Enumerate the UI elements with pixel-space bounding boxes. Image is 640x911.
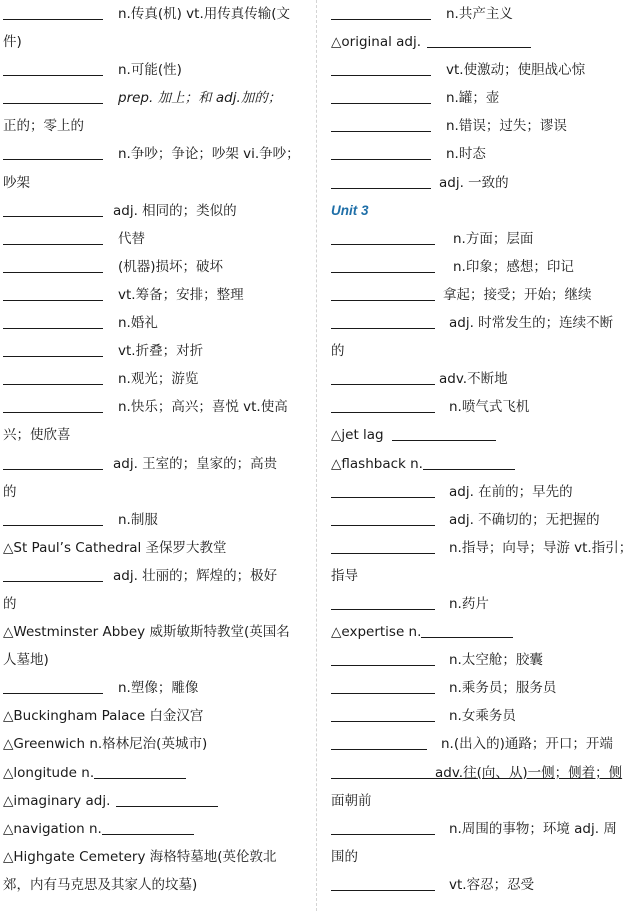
entry-westminster-cont bbox=[3, 646, 308, 674]
entry-text: △Buckingham Palace 白金汉宫 bbox=[3, 708, 204, 725]
entry-text: 正的；零上的 bbox=[3, 118, 84, 135]
entry-splendid-cont bbox=[3, 590, 308, 618]
entry-text: n.乘务员；服务员 bbox=[449, 680, 557, 697]
entry-text: adv.往(向、从)一侧；侧着；侧 bbox=[435, 764, 623, 781]
answer-blank[interactable] bbox=[331, 650, 435, 666]
entry-take-up bbox=[331, 281, 634, 309]
entry-westminster bbox=[3, 618, 308, 646]
entry-text: △St Paul’s Cathedral 圣保罗大教堂 bbox=[3, 539, 227, 556]
entry-text: adj. 一致的 bbox=[439, 174, 509, 191]
entry-text: n.快乐；高兴；喜悦 vt.使高 bbox=[118, 399, 288, 416]
entry-sideways-cont bbox=[331, 787, 634, 815]
entry-previous bbox=[331, 478, 634, 506]
entry-text: n.女乘务员 bbox=[449, 708, 516, 725]
answer-blank[interactable] bbox=[3, 678, 103, 694]
entry-st-pauls bbox=[3, 534, 308, 562]
answer-blank[interactable] bbox=[3, 201, 103, 217]
entry-text: n.药片 bbox=[449, 595, 489, 612]
answer-blank[interactable] bbox=[392, 425, 496, 441]
entry-text: n.制服 bbox=[118, 511, 158, 528]
entry-longitude bbox=[3, 759, 308, 787]
entry-imaginary bbox=[3, 787, 308, 815]
answer-blank[interactable] bbox=[331, 538, 435, 554]
entry-text: n.周围的事物；环境 adj. 周 bbox=[449, 820, 617, 837]
answer-blank[interactable] bbox=[3, 144, 103, 160]
entry-fold bbox=[3, 337, 308, 365]
answer-blank[interactable] bbox=[94, 763, 186, 779]
answer-blank[interactable] bbox=[3, 369, 103, 385]
answer-blank[interactable] bbox=[331, 819, 435, 835]
entry-royal bbox=[3, 450, 308, 478]
entry-text: n.印象；感想；印记 bbox=[453, 258, 574, 275]
entry-text: adj. 在前的；早先的 bbox=[449, 483, 573, 500]
entry-tablet bbox=[331, 590, 634, 618]
entry-jar bbox=[331, 84, 634, 112]
column-divider bbox=[316, 0, 317, 911]
entry-error bbox=[331, 112, 634, 140]
entry-aspect bbox=[331, 225, 634, 253]
entry-text: vt.容忍；忍受 bbox=[449, 876, 535, 893]
entry-text: 郊，内有马克思及其家人的坟墓) bbox=[3, 876, 198, 893]
entry-fax bbox=[3, 0, 308, 28]
entry-text: △Westminster Abbey 威斯敏斯特教堂(英国名 bbox=[3, 624, 290, 641]
answer-blank[interactable] bbox=[3, 229, 103, 245]
entry-text: n.错误；过失；谬误 bbox=[446, 118, 567, 135]
entry-text: △original adj. bbox=[331, 34, 422, 51]
answer-blank[interactable] bbox=[427, 32, 531, 48]
entry-text: △navigation n. bbox=[3, 820, 102, 837]
entry-impression bbox=[331, 253, 634, 281]
entry-uniform bbox=[3, 506, 308, 534]
entry-text: 的 bbox=[3, 483, 17, 500]
entry-text: vt.使激动；使胆战心惊 bbox=[446, 62, 586, 79]
entry-plus bbox=[3, 84, 308, 112]
entry-communism bbox=[331, 0, 634, 28]
entry-text: vt.筹备；安排；整理 bbox=[118, 286, 244, 303]
entry-text: n.时态 bbox=[446, 146, 486, 163]
answer-blank[interactable] bbox=[331, 734, 427, 750]
entry-text: 的 bbox=[331, 343, 345, 360]
entry-quarrel bbox=[3, 140, 308, 168]
answer-blank[interactable] bbox=[3, 60, 103, 76]
entry-flashback bbox=[331, 450, 634, 478]
answer-blank[interactable] bbox=[331, 229, 435, 245]
entry-text: 指导 bbox=[331, 567, 358, 584]
answer-blank[interactable] bbox=[3, 257, 103, 273]
answer-blank[interactable] bbox=[331, 397, 435, 413]
entry-text: n.塑像；雕像 bbox=[118, 680, 199, 697]
answer-blank[interactable] bbox=[3, 454, 103, 470]
entry-stewardess bbox=[331, 702, 634, 730]
entry-text: n.共产主义 bbox=[446, 6, 513, 22]
entry-text: n.婚礼 bbox=[118, 315, 158, 332]
entry-text: n.指导；向导；导游 vt.指引； bbox=[449, 539, 633, 556]
answer-blank[interactable] bbox=[331, 313, 435, 329]
entry-text: 兴；使欣喜 bbox=[3, 427, 71, 444]
entry-arrange bbox=[3, 281, 308, 309]
answer-blank[interactable] bbox=[3, 88, 103, 104]
answer-blank[interactable] bbox=[3, 285, 103, 301]
entry-guide-cont bbox=[331, 562, 634, 590]
answer-blank[interactable] bbox=[331, 594, 435, 610]
entry-text: adj. 时常发生的；连续不断 bbox=[449, 315, 614, 332]
entry-attendant bbox=[331, 674, 634, 702]
answer-blank[interactable] bbox=[331, 706, 435, 722]
entry-text: adj. 相同的；类似的 bbox=[113, 202, 237, 219]
answer-blank[interactable] bbox=[331, 88, 431, 104]
entry-text: (机器)损坏；破坏 bbox=[118, 258, 224, 275]
answer-blank[interactable] bbox=[331, 763, 435, 779]
entry-similar bbox=[3, 197, 308, 225]
entry-text: △imaginary adj. bbox=[3, 792, 111, 809]
entry-highgate bbox=[3, 843, 308, 871]
entry-original bbox=[331, 28, 634, 56]
answer-blank[interactable] bbox=[331, 257, 435, 273]
entry-tolerate bbox=[331, 871, 634, 899]
entry-text: △jet lag bbox=[331, 427, 384, 444]
entry-text: prep. 加上；和 adj.加的； bbox=[118, 90, 282, 107]
answer-blank[interactable] bbox=[331, 173, 431, 189]
answer-blank[interactable] bbox=[331, 60, 431, 76]
entry-text: △longitude n. bbox=[3, 764, 95, 781]
entry-text: vt.折叠；对折 bbox=[118, 343, 204, 360]
answer-blank[interactable] bbox=[331, 678, 435, 694]
entry-possibility bbox=[3, 56, 308, 84]
answer-blank[interactable] bbox=[3, 566, 103, 582]
unit-heading bbox=[331, 197, 634, 225]
entry-tense bbox=[331, 140, 634, 168]
entry-jet bbox=[331, 393, 634, 421]
entry-text: n.喷气式飞机 bbox=[449, 399, 530, 416]
answer-blank[interactable] bbox=[421, 622, 513, 638]
entry-text: 拿起；接受；开始；继续 bbox=[443, 286, 592, 303]
answer-blank[interactable] bbox=[331, 4, 431, 20]
entry-fax-cont bbox=[3, 28, 308, 56]
entry-buckingham bbox=[3, 702, 308, 730]
answer-blank[interactable] bbox=[331, 510, 435, 526]
answer-blank[interactable] bbox=[3, 4, 103, 20]
entry-text: adj. 壮丽的；辉煌的；极好 bbox=[113, 567, 278, 584]
entry-text: 代替 bbox=[118, 230, 145, 247]
entry-text: 人墓地) bbox=[3, 652, 49, 669]
entry-text: n.争吵；争论；吵架 vi.争吵； bbox=[118, 146, 300, 163]
entry-text: 件) bbox=[3, 34, 22, 51]
entry-text: n.方面；层面 bbox=[453, 230, 534, 247]
entry-opening bbox=[331, 730, 634, 758]
entry-highgate-cont bbox=[3, 871, 308, 899]
entry-text: adj. 王室的；皇家的；高贵 bbox=[113, 455, 278, 472]
answer-blank[interactable] bbox=[331, 285, 435, 301]
entry-navigation bbox=[3, 815, 308, 843]
entry-surroundings bbox=[331, 815, 634, 843]
answer-blank[interactable] bbox=[331, 482, 435, 498]
entry-thrill bbox=[331, 56, 634, 84]
entry-text: adv.不断地 bbox=[439, 371, 508, 388]
entry-text: n.太空舱；胶囊 bbox=[449, 652, 543, 669]
entry-breakdown bbox=[3, 253, 308, 281]
entry-text: n.罐；壶 bbox=[446, 90, 500, 107]
right-column bbox=[331, 0, 634, 899]
answer-blank[interactable] bbox=[331, 875, 435, 891]
entry-text: 吵架 bbox=[3, 174, 30, 191]
left-column bbox=[3, 0, 308, 899]
answer-blank[interactable] bbox=[3, 341, 103, 357]
answer-blank[interactable] bbox=[3, 313, 103, 329]
entry-text: △expertise n. bbox=[331, 624, 422, 641]
entry-capsule bbox=[331, 646, 634, 674]
entry-sideways bbox=[331, 759, 634, 787]
entry-text: n.(出入的)通路；开口；开端 bbox=[441, 736, 613, 753]
entry-quarrel-cont bbox=[3, 169, 308, 197]
entry-jet-lag bbox=[331, 421, 634, 449]
entry-continual bbox=[331, 309, 634, 337]
entry-text: 面朝前 bbox=[331, 792, 372, 809]
entry-text: △Greenwich n.格林尼治(英城市) bbox=[3, 736, 208, 753]
entry-continual-cont bbox=[331, 337, 634, 365]
answer-blank[interactable] bbox=[331, 144, 431, 160]
entry-instead bbox=[3, 225, 308, 253]
entry-guide bbox=[331, 534, 634, 562]
answer-blank[interactable] bbox=[3, 510, 103, 526]
entry-text: n.传真(机) vt.用传真传输(文 bbox=[118, 6, 291, 22]
answer-blank[interactable] bbox=[331, 116, 431, 132]
entry-plus-cont bbox=[3, 112, 308, 140]
entry-text: n.可能(性) bbox=[118, 62, 182, 79]
entry-text: 围的 bbox=[331, 848, 358, 865]
answer-blank[interactable] bbox=[102, 819, 194, 835]
entry-text: n.观光；游览 bbox=[118, 371, 199, 388]
answer-blank[interactable] bbox=[423, 454, 515, 470]
entry-splendid bbox=[3, 562, 308, 590]
entry-text: adj. 不确切的；无把握的 bbox=[449, 511, 600, 528]
entry-consistent bbox=[331, 169, 634, 197]
entry-continually bbox=[331, 365, 634, 393]
answer-blank[interactable] bbox=[3, 397, 103, 413]
entry-delight bbox=[3, 393, 308, 421]
entry-text: △flashback n. bbox=[331, 455, 423, 472]
entry-sightseeing bbox=[3, 365, 308, 393]
entry-greenwich bbox=[3, 730, 308, 758]
entry-text: △Highgate Cemetery 海格特墓地(英伦敦北 bbox=[3, 848, 277, 865]
entry-wedding bbox=[3, 309, 308, 337]
entry-royal-cont bbox=[3, 478, 308, 506]
entry-uncertain bbox=[331, 506, 634, 534]
entry-surroundings-cont bbox=[331, 843, 634, 871]
answer-blank[interactable] bbox=[116, 791, 218, 807]
answer-blank[interactable] bbox=[331, 369, 435, 385]
entry-delight-cont bbox=[3, 421, 308, 449]
entry-text: 的 bbox=[3, 595, 17, 612]
entry-statue bbox=[3, 674, 308, 702]
unit-title: Unit 3 bbox=[331, 202, 369, 218]
entry-expertise bbox=[331, 618, 634, 646]
